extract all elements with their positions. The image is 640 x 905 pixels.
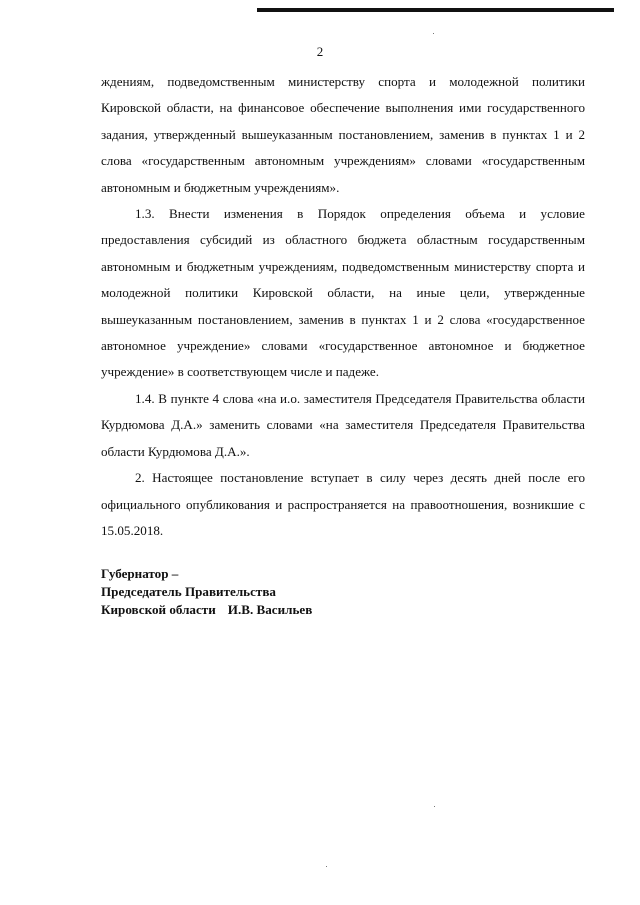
signature-title-line-1: Губернатор – (101, 566, 179, 581)
page-number: 2 (316, 44, 324, 59)
document-body (101, 69, 585, 544)
scan-speck (433, 33, 434, 34)
header-rule (257, 8, 614, 12)
signature-title-line-2: Председатель Правительства (101, 583, 276, 599)
signature-title-line-3 (101, 601, 312, 619)
signature-region: Кировской области (101, 601, 216, 617)
signature-block (101, 565, 312, 618)
paragraph-1-4: 1.4. В пункте 4 слова «на и.о. заместителя Председателя Правительства области Курдюмова Д.А.» заменить словами «на заместителя Председателя Правительства области Курдюмова Д.А.». (101, 390, 585, 459)
scan-speck (434, 806, 435, 807)
paragraph-2: 2. Настоящее постановление вступает в силу через десять дней после его официального опубликования и распространяется на правоотношения, возникшие с 15.05.2018. (101, 470, 585, 538)
paragraph-continuation: ждениям, подведомственным министерству спорта и молодежной политики Кировской области, на финансовое обеспечение выполнения ими государственного задания, утвержденный вышеуказанным постановлением, заменив в пунктах 1 и 2 слова «государственным автономным учреждениям» словами «государственным автономным и бюджетным учреждениям». (101, 74, 585, 195)
signatory-name: И.В. Васильев (227, 601, 313, 617)
scan-speck (326, 866, 327, 867)
paragraph-1-3: 1.3. Внести изменения в Порядок определения объема и условие предоставления субсидий из областного бюджета областным государственным автономным и бюджетным учреждениям, подведомственным министерству спорта и молодежной политики Кировской области, на иные цели, утвержденные вышеуказанным постановлением, заменив в пунктах 1 и 2 слова «государственное автономное учреждение» словами «государственное автономное и бюджетное учреждение» в соответствующем числе и падеже. (101, 206, 585, 380)
